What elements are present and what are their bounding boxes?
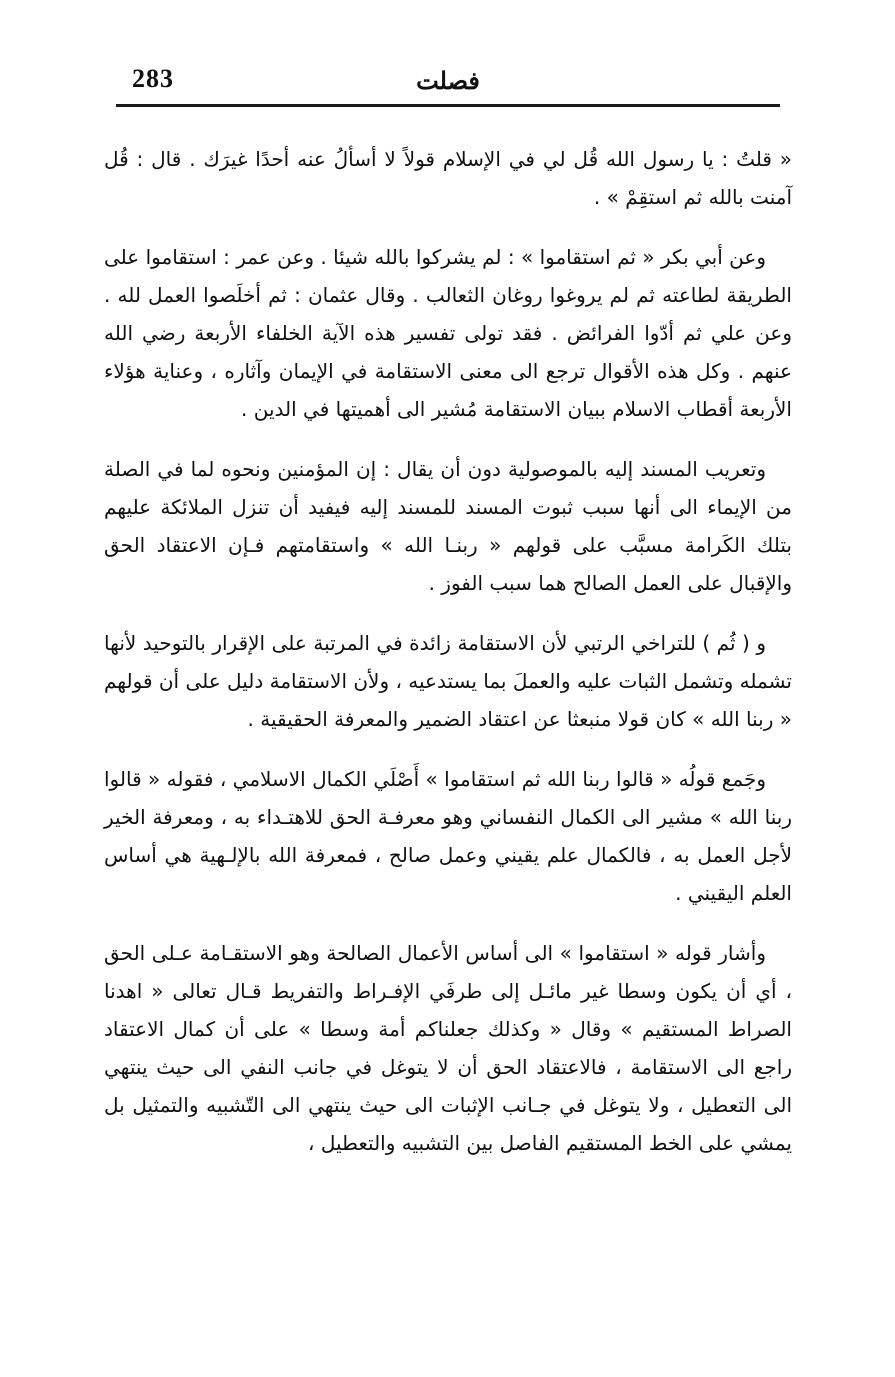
paragraph-2: وعن أبي بكر « ثم استقاموا » : لم يشركوا بالله شيئا . وعن عمر : استقاموا على الطريقة لطاعته ثم لم يروغوا روغان الثعالب . وقال عثمان : ثم أخلَصوا العمل لله . وعن علي ثم أدّوا الفرائض . فقد تولى تفسير هذه الآية الخلفاء الأربعة رضي الله عنهم . وكل هذه الأقوال ترجع الى معنى الاستقامة في الإيمان وآثاره ، وعناية هؤلاء الأربعة أقطاب الاسلام ببيان الاستقامة مُشير الى أهميتها في الدين . xyxy=(104,245,792,421)
page-number: 283 xyxy=(132,64,174,93)
body-text xyxy=(104,140,792,1184)
page-header xyxy=(118,60,778,106)
paragraph-5: وجَمع قولُه « قالوا ربنا الله ثم استقاموا » أَصْلَي الكمال الاسلامي ، فقوله « قالوا ربنا الله » مشير الى الكمال النفساني وهو معرفـة الحق للاهتـداء به ، ومعرفة الخير لأجل العمل به ، فالكمال علم يقيني وعمل صالح ، فمعرفة الله بالإلـهية هي أساس العلم اليقيني . xyxy=(104,767,792,905)
paragraph-6: وأشار قوله « استقاموا » الى أساس الأعمال الصالحة وهو الاستقـامة عـلى الحق ، أي أن يكون وسطا غير مائـل إلى طرفَي الإفـراط والتفريط قـال تعالى « اهدنا الصراط المستقيم » وقال « وكذلك جعلناكم أمة وسطا » على أن كمال الاعتقاد راجع الى الاستقامة ، فالاعتقاد الحق أن لا يتوغل في جانب النفي الى حيث ينتهي الى التعطيل ، ولا يتوغل في جـانب الإثبات الى حيث ينتهي الى التّشبيه والتمثيل بل يمشي على الخط المستقيم الفاصل بين التشبيه والتعطيل ، xyxy=(104,941,792,1155)
header-rule xyxy=(116,104,780,107)
running-title: فصلت xyxy=(416,66,480,95)
paragraph-4: و ( ثُم ) للتراخي الرتبي لأن الاستقامة زائدة في المرتبة على الإقرار بالتوحيد لأنها تشمله وتشمل الثبات عليه والعملَ بما يستدعيه ، ولأن الاستقامة دليل على أن قولهم « ربنا الله » كان قولا منبعثا عن اعتقاد الضمير والمعرفة الحقيقية . xyxy=(104,631,792,731)
paragraph-1: « قلتُ : يا رسول الله قُل لي في الإسلام قولاً لا أسألُ عنه أحدًا غيرَك . قال : قُل آمنت بالله ثم استقِمْ » . xyxy=(104,147,792,209)
paragraph-3: وتعريب المسند إليه بالموصولية دون أن يقال : إن المؤمنين ونحوه لما في الصلة من الإيماء الى أنها سبب ثبوت المسند للمسند إليه فيفيد أن تنزل الملائكة عليهم بتلك الكَرامة مسبَّب على قولهم « ربنـا الله » واستقامتهم فـإن الاعتقاد الحق والإقبال على العمل الصالح هما سبب الفوز . xyxy=(104,457,792,595)
